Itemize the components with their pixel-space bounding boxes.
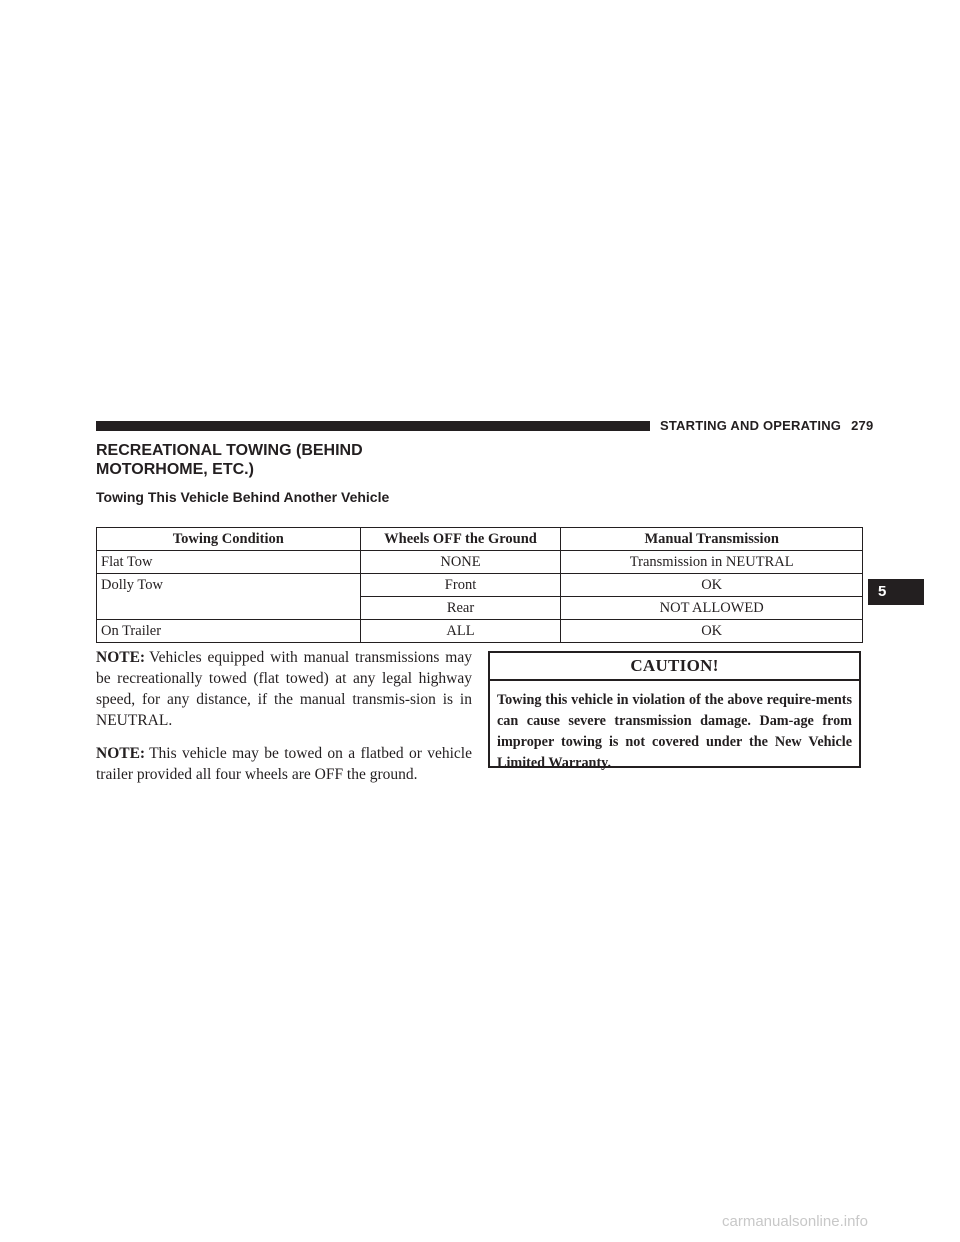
subsection-title: Towing This Vehicle Behind Another Vehicle <box>96 489 390 505</box>
note-label: NOTE: <box>96 649 146 666</box>
towing-condition-cell: On Trailer <box>97 620 361 643</box>
column-header: Wheels OFF the Ground <box>360 528 561 551</box>
section-title-line: RECREATIONAL TOWING (BEHIND <box>96 442 363 459</box>
note-paragraph <box>96 743 472 785</box>
table-row <box>97 551 863 574</box>
caution-title: CAUTION! <box>490 653 859 681</box>
towing-condition-cell <box>97 597 361 620</box>
chapter-tab <box>868 579 924 605</box>
note-label: NOTE: <box>96 745 146 762</box>
running-header <box>660 418 873 433</box>
towing-table <box>96 527 863 643</box>
caution-box <box>488 651 861 771</box>
watermark: carmanualsonline.info <box>722 1213 868 1230</box>
manual-transmission-cell: OK <box>561 574 863 597</box>
header-section-title: STARTING AND OPERATING <box>660 418 842 433</box>
table-row <box>97 620 863 643</box>
manual-transmission-cell: NOT ALLOWED <box>561 597 863 620</box>
caution-text: Towing this vehicle in violation of the above require-ments can cause severe transmission damage. Dam-age from improper towing is not covered under the New Vehicle Limited Warranty. <box>497 692 852 771</box>
wheels-off-cell: ALL <box>360 620 561 643</box>
table-row <box>97 597 863 620</box>
section-title <box>96 441 363 479</box>
note-text: This vehicle may be towed on a flatbed or vehicle trailer provided all four wheels are OFF the ground. <box>96 745 472 783</box>
section-title-line: MOTORHOME, ETC.) <box>96 461 254 478</box>
column-header: Manual Transmission <box>561 528 863 551</box>
wheels-off-cell: Front <box>360 574 561 597</box>
note-paragraph <box>96 647 472 731</box>
header-rule <box>96 421 650 431</box>
towing-condition-cell: Dolly Tow <box>97 574 361 597</box>
towing-condition-cell: Flat Tow <box>97 551 361 574</box>
manual-transmission-cell: OK <box>561 620 863 643</box>
page-number: 279 <box>851 418 874 433</box>
notes-column <box>96 647 472 797</box>
chapter-number: 5 <box>878 583 887 600</box>
manual-transmission-cell: Transmission in NEUTRAL <box>561 551 863 574</box>
table-row <box>97 574 863 597</box>
wheels-off-cell: NONE <box>360 551 561 574</box>
note-text: Vehicles equipped with manual transmissions may be recreationally towed (flat towed) at any legal highway speed, for any distance, if the manual transmis-sion is in NEUTRAL. <box>96 649 472 729</box>
wheels-off-cell: Rear <box>360 597 561 620</box>
column-header: Towing Condition <box>97 528 361 551</box>
table-header-row <box>97 528 863 551</box>
